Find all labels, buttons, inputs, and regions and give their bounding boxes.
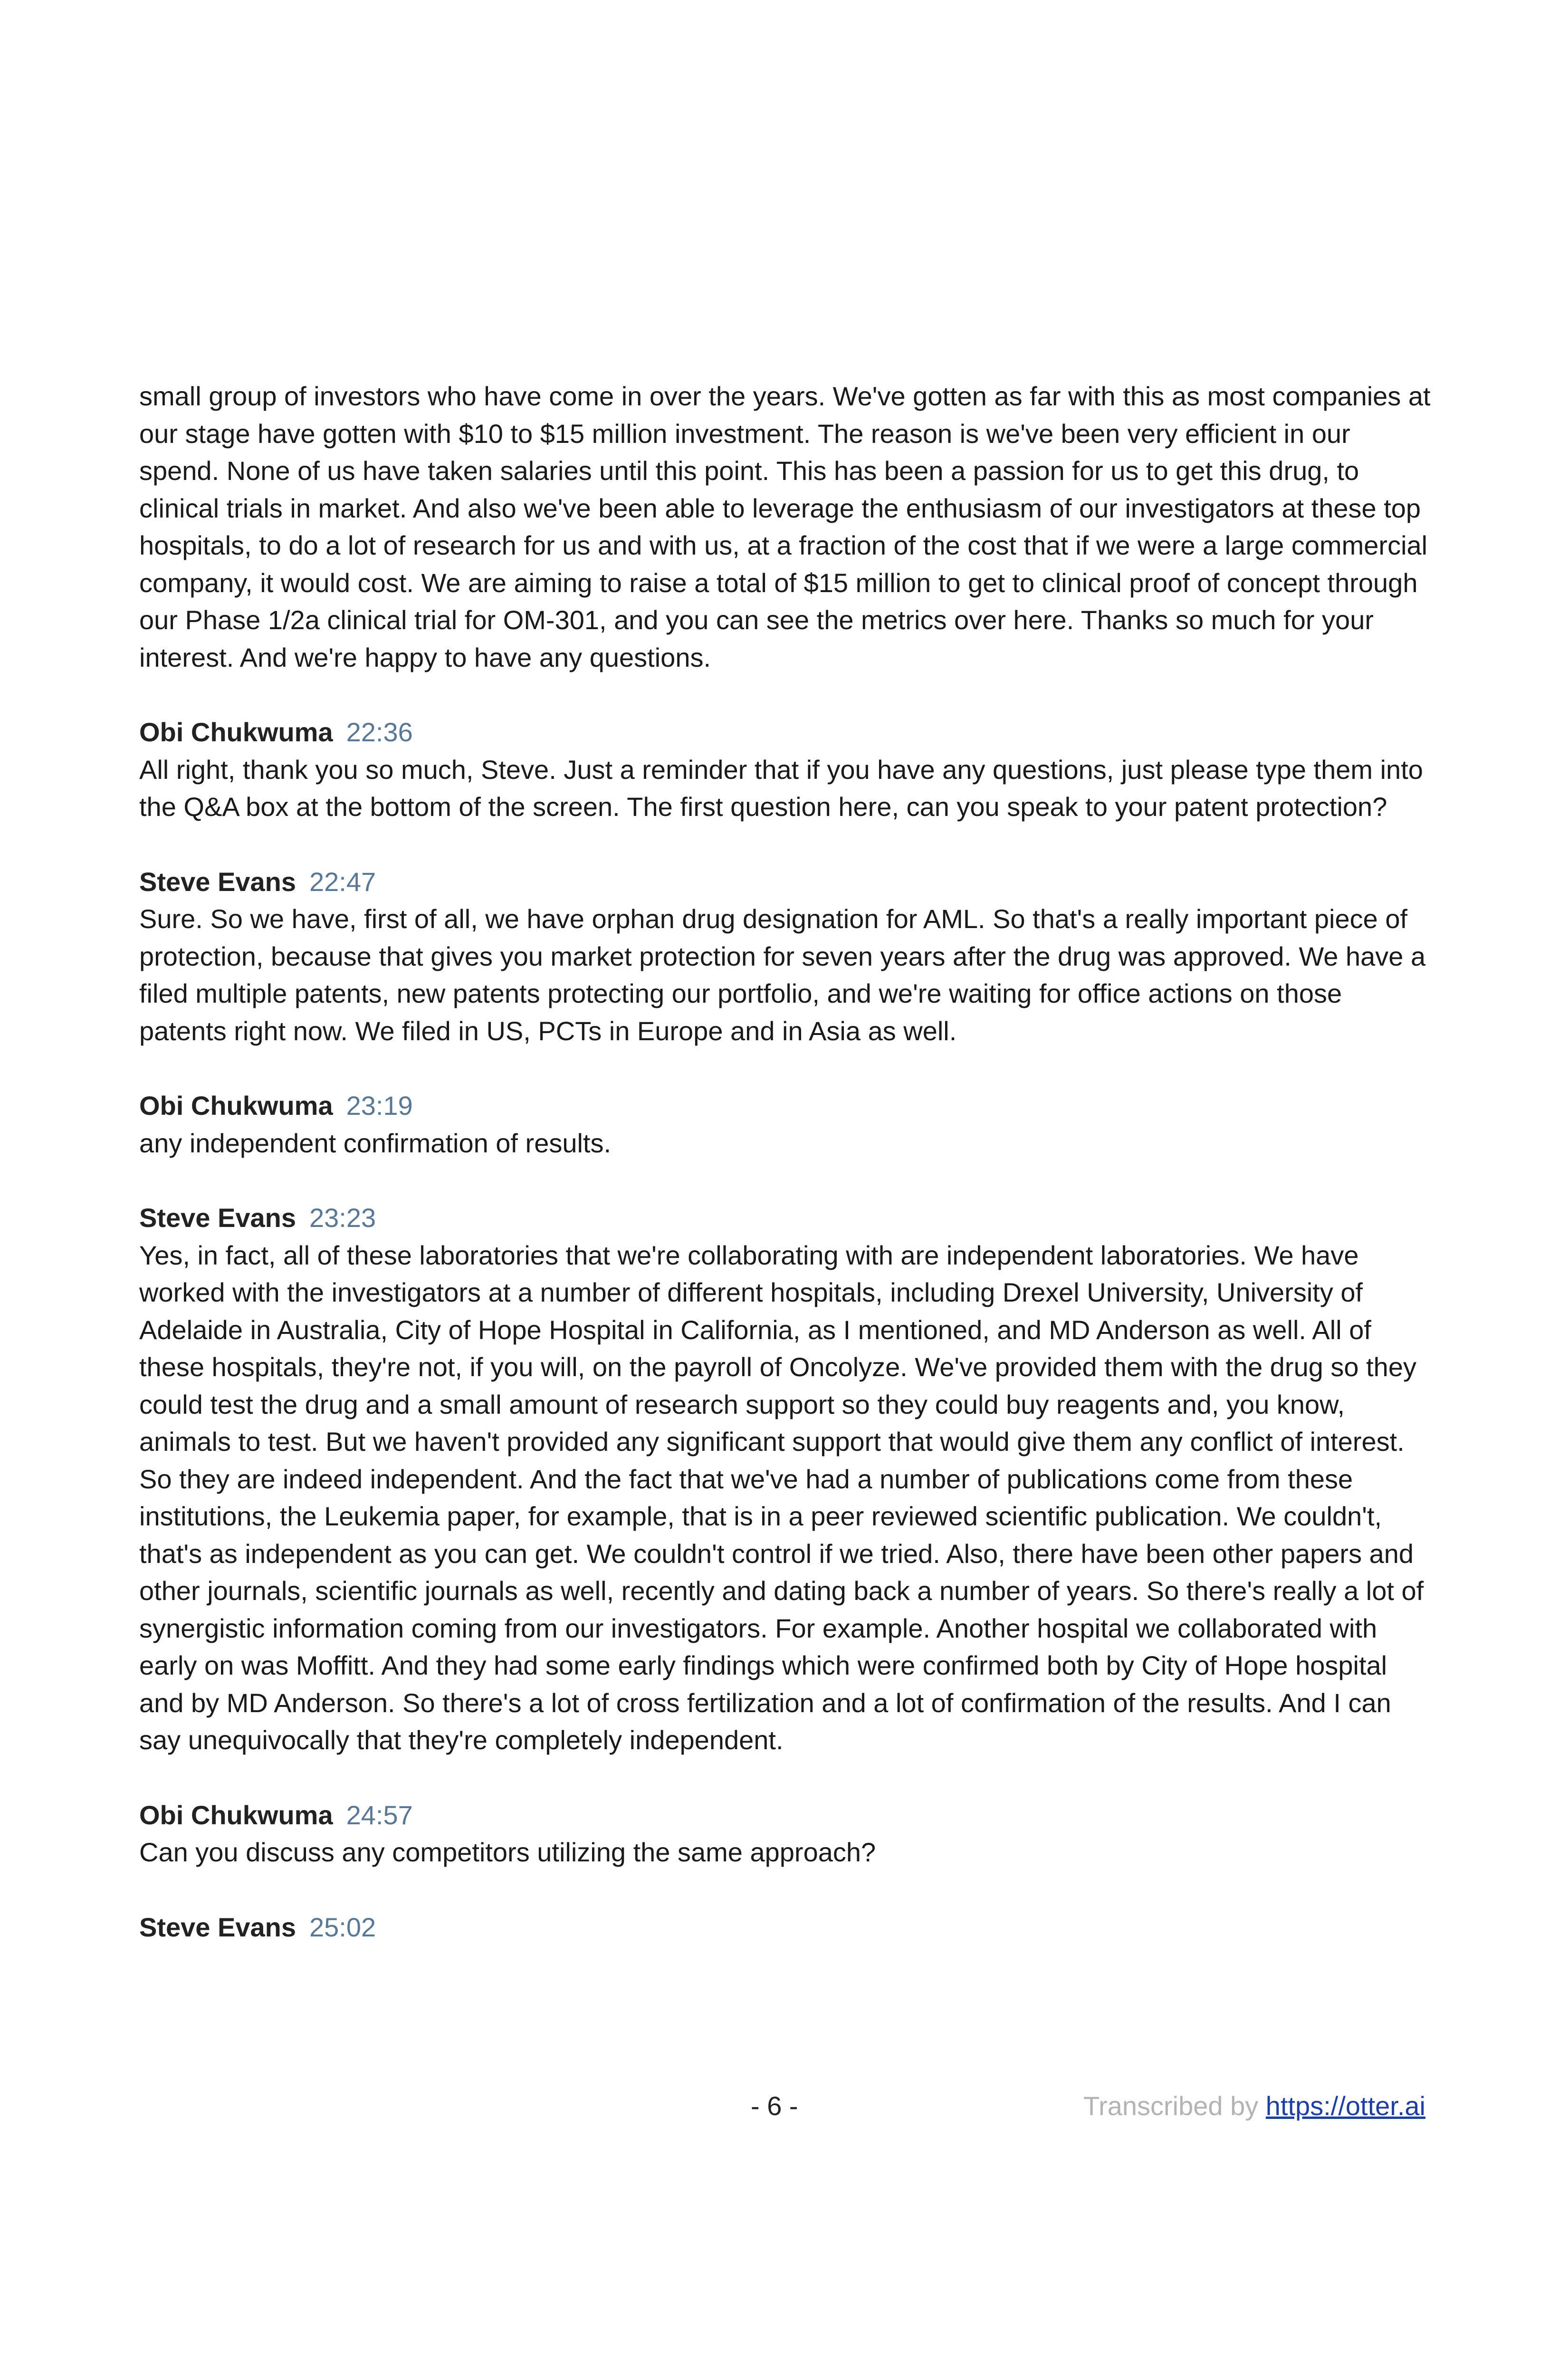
transcribed-by bbox=[1083, 2087, 1425, 2125]
utterance-text: Sure. So we have, first of all, we have orphan drug designation for AML. So that's a really important piece of protection, because that gives you market protection for seven years after the drug was approved. We have a filed multiple patents, new patents protecting our portfolio, and we're waiting for office actions on those patents right now. We filed in US, PCTs in Europe and in Asia as well. bbox=[139, 904, 1426, 1046]
timestamp: 22:36 bbox=[346, 717, 413, 747]
speaker-line bbox=[139, 1199, 1432, 1237]
intro-paragraph: small group of investors who have come in over the years. We've gotten as far with this as most companies at our stage have gotten with $10 to $15 million investment. The reason is we've been very efficient in our spend. None of us have taken salaries until this point. This has been a passion for us to get this drug, to clinical trials in market. And also we've been able to leverage the enthusiasm of our investigators at these top hospitals, to do a lot of research for us and with us, at a fraction of the cost that if we were a large commercial company, it would cost. We are aiming to raise a total of $15 million to get to clinical proof of concept through our Phase 1/2a clinical trial for OM-301, and you can see the metrics over here. Thanks so much for your interest. And we're happy to have any questions. bbox=[139, 381, 1431, 672]
utterance-text: Can you discuss any competitors utilizing the same approach? bbox=[139, 1837, 876, 1867]
speaker-line bbox=[139, 714, 1432, 751]
otter-link[interactable]: https://otter.ai bbox=[1265, 2091, 1425, 2121]
timestamp: 25:02 bbox=[309, 1912, 376, 1942]
speaker-line bbox=[139, 863, 1432, 901]
timestamp: 23:19 bbox=[346, 1091, 413, 1121]
utterance-text: any independent confirmation of results. bbox=[139, 1128, 612, 1158]
page-number: - 6 - bbox=[751, 2091, 798, 2121]
page-footer bbox=[0, 2087, 1568, 2125]
utterance-text: Yes, in fact, all of these laboratories that we're collaborating with are independent laboratories. We have worked with the investigators at a number of different hospitals, including Drexel University, University of Adelaide in Australia, City of Hope Hospital in California, as I mentioned, and MD Anderson as well. All of these hospitals, they're not, if you will, on the payroll of Oncolyze. We've provided them with the drug so they could test the drug and a small amount of research support so they could buy reagents and, you know, animals to test. But we haven't provided any significant support that would give them any conflict of interest. So they are indeed independent. And the fact that we've had a number of publications come from these institutions, the Leukemia paper, for example, that is in a peer reviewed scientific publication. We couldn't, that's as independent as you can get. We couldn't control if we tried. Also, there have been other papers and other journals, scientific journals as well, recently and dating back a number of years. So there's really a lot of synergistic information coming from our investigators. For example. Another hospital we collaborated with early on was Moffitt. And they had some early findings which were confirmed both by City of Hope hospital and by MD Anderson. So there's a lot of cross fertilization and a lot of confirmation of the results. And I can say unequivocally that they're completely independent. bbox=[139, 1240, 1424, 1755]
speaker-name: Steve Evans bbox=[139, 1203, 296, 1233]
transcript-entry bbox=[139, 1797, 1432, 1871]
utterance-text: All right, thank you so much, Steve. Just a reminder that if you have any questions, just please type them into the Q&A box at the bottom of the screen. The first question here, can you speak to your patent protection? bbox=[139, 754, 1423, 822]
transcript-entry bbox=[139, 863, 1432, 1050]
speaker-name: Obi Chukwuma bbox=[139, 1091, 333, 1121]
transcript-entry bbox=[139, 1087, 1432, 1162]
speaker-name: Obi Chukwuma bbox=[139, 1800, 333, 1830]
speaker-name: Steve Evans bbox=[139, 866, 296, 897]
speaker-line bbox=[139, 1087, 1432, 1125]
speaker-name: Obi Chukwuma bbox=[139, 717, 333, 747]
timestamp: 23:23 bbox=[309, 1203, 376, 1233]
timestamp: 24:57 bbox=[346, 1800, 413, 1830]
transcribed-by-label: Transcribed by bbox=[1083, 2091, 1259, 2121]
transcript-body bbox=[139, 378, 1432, 1946]
speaker-line bbox=[139, 1797, 1432, 1834]
timestamp: 22:47 bbox=[309, 866, 376, 897]
speaker-line bbox=[139, 1909, 1432, 1946]
transcript-entry bbox=[139, 714, 1432, 826]
transcript-entry bbox=[139, 1909, 1432, 1946]
transcript-entry bbox=[139, 1199, 1432, 1759]
speaker-name: Steve Evans bbox=[139, 1912, 296, 1942]
